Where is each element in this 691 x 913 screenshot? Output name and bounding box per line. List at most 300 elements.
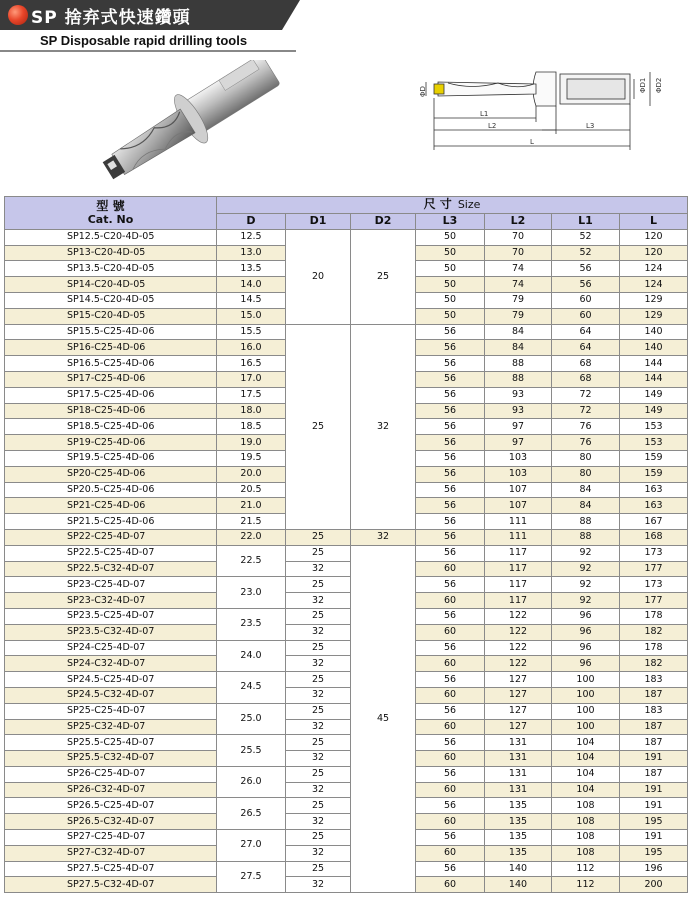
cell-cat: SP21-C25-4D-06: [5, 498, 217, 514]
header-size: 尺 寸 Size: [217, 197, 688, 214]
cell-cat: SP26.5-C32-4D-07: [5, 814, 217, 830]
cell-d: 27.0: [217, 830, 286, 862]
cell-l2: 107: [485, 482, 552, 498]
cell-l: 129: [620, 292, 688, 308]
cell-l1: 80: [552, 450, 620, 466]
cell-l3: 56: [416, 435, 485, 451]
cell-d1: 32: [286, 687, 351, 703]
cell-l1: 60: [552, 292, 620, 308]
cell-l1: 76: [552, 419, 620, 435]
cell-l: 163: [620, 498, 688, 514]
cell-l2: 93: [485, 403, 552, 419]
cell-cat: SP16.5-C25-4D-06: [5, 356, 217, 372]
cell-d: 21.0: [217, 498, 286, 514]
table-row: [5, 877, 688, 893]
cell-d1: 25: [286, 545, 351, 561]
cell-l: 196: [620, 861, 688, 877]
cell-l1: 100: [552, 703, 620, 719]
cell-cat: SP27-C32-4D-07: [5, 845, 217, 861]
cell-d: 19.0: [217, 435, 286, 451]
dim-label-D2: ΦD2: [655, 77, 663, 93]
title-underline: [0, 50, 296, 52]
cell-d: 21.5: [217, 514, 286, 530]
cell-l3: 60: [416, 624, 485, 640]
cell-l1: 104: [552, 766, 620, 782]
cell-l3: 56: [416, 672, 485, 688]
table-row: [5, 640, 688, 656]
cell-l: 178: [620, 608, 688, 624]
cell-d: 26.0: [217, 766, 286, 798]
cell-l3: 60: [416, 845, 485, 861]
cell-l2: 70: [485, 245, 552, 261]
cell-l2: 135: [485, 798, 552, 814]
cell-cat: SP13-C20-4D-05: [5, 245, 217, 261]
cell-l1: 88: [552, 514, 620, 530]
table-row: [5, 845, 688, 861]
cell-l1: 96: [552, 624, 620, 640]
cell-l2: 117: [485, 577, 552, 593]
cell-l: 129: [620, 308, 688, 324]
dim-label-L2: L2: [488, 122, 497, 130]
cell-d1: 25: [286, 703, 351, 719]
cell-l2: 131: [485, 735, 552, 751]
table-row: [5, 656, 688, 672]
cell-l1: 96: [552, 608, 620, 624]
cell-l1: 100: [552, 672, 620, 688]
cell-l2: 117: [485, 561, 552, 577]
cell-d1: 32: [286, 751, 351, 767]
cell-d: 24.0: [217, 640, 286, 672]
cell-cat: SP23.5-C25-4D-07: [5, 608, 217, 624]
cell-d: 15.0: [217, 308, 286, 324]
cell-d1: 25: [286, 861, 351, 877]
cell-d: 26.5: [217, 798, 286, 830]
dim-label-D1: ΦD1: [639, 77, 647, 93]
cell-l1: 92: [552, 593, 620, 609]
cell-l2: 135: [485, 845, 552, 861]
cell-l2: 131: [485, 782, 552, 798]
cell-l1: 52: [552, 229, 620, 245]
cell-cat: SP15-C20-4D-05: [5, 308, 217, 324]
cell-l1: 76: [552, 435, 620, 451]
cell-l1: 112: [552, 861, 620, 877]
cell-l2: 111: [485, 529, 552, 545]
cell-l3: 56: [416, 861, 485, 877]
cell-l3: 60: [416, 656, 485, 672]
cell-l3: 56: [416, 545, 485, 561]
dim-label-D: ΦD: [419, 86, 427, 97]
header-col-L2: L2: [485, 214, 552, 230]
cell-l3: 60: [416, 751, 485, 767]
cell-l3: 56: [416, 466, 485, 482]
cell-d1: 25: [286, 735, 351, 751]
cell-l3: 56: [416, 735, 485, 751]
cell-l1: 80: [552, 466, 620, 482]
table-row: [5, 561, 688, 577]
cell-l3: 50: [416, 261, 485, 277]
cell-l3: 60: [416, 814, 485, 830]
cell-l3: 60: [416, 561, 485, 577]
table-row: [5, 735, 688, 751]
cell-l2: 127: [485, 703, 552, 719]
cell-l1: 104: [552, 735, 620, 751]
cell-l: 187: [620, 766, 688, 782]
cell-d1: 32: [286, 656, 351, 672]
cell-d: 14.0: [217, 277, 286, 293]
cell-l3: 56: [416, 419, 485, 435]
cell-l1: 108: [552, 830, 620, 846]
cell-cat: SP22.5-C32-4D-07: [5, 561, 217, 577]
cell-cat: SP24-C32-4D-07: [5, 656, 217, 672]
cell-l1: 92: [552, 577, 620, 593]
cell-l1: 104: [552, 782, 620, 798]
cell-l: 168: [620, 529, 688, 545]
cell-cat: SP19.5-C25-4D-06: [5, 450, 217, 466]
table-row: [5, 672, 688, 688]
cell-l2: 97: [485, 435, 552, 451]
cell-l3: 56: [416, 703, 485, 719]
table-row: [5, 814, 688, 830]
header-col-L3: L3: [416, 214, 485, 230]
cell-l2: 135: [485, 830, 552, 846]
cell-l3: 56: [416, 340, 485, 356]
cell-l: 124: [620, 277, 688, 293]
cell-l2: 103: [485, 466, 552, 482]
cell-l: 159: [620, 466, 688, 482]
table-row: [5, 229, 688, 245]
cell-d: 17.0: [217, 371, 286, 387]
cell-l2: 122: [485, 624, 552, 640]
cell-l3: 56: [416, 529, 485, 545]
cell-l: 191: [620, 830, 688, 846]
cell-l: 183: [620, 703, 688, 719]
cell-cat: SP23-C32-4D-07: [5, 593, 217, 609]
table-row: [5, 766, 688, 782]
cell-l1: 56: [552, 261, 620, 277]
cell-l2: 122: [485, 640, 552, 656]
cell-l2: 127: [485, 719, 552, 735]
cell-cat: SP26-C25-4D-07: [5, 766, 217, 782]
cell-l: 173: [620, 577, 688, 593]
table-row: [5, 782, 688, 798]
cell-cat: SP14.5-C20-4D-05: [5, 292, 217, 308]
cell-l1: 64: [552, 324, 620, 340]
spec-table: [4, 196, 688, 893]
cell-l1: 84: [552, 498, 620, 514]
table-row: [5, 324, 688, 340]
cell-l2: 131: [485, 766, 552, 782]
cell-d1: 20: [286, 229, 351, 324]
cell-cat: SP15.5-C25-4D-06: [5, 324, 217, 340]
cell-l2: 122: [485, 656, 552, 672]
cell-l3: 56: [416, 577, 485, 593]
cell-d1: 25: [286, 608, 351, 624]
cell-l3: 60: [416, 719, 485, 735]
cell-l3: 56: [416, 324, 485, 340]
table-row: [5, 798, 688, 814]
spec-table-body: [5, 229, 688, 892]
cell-l: 182: [620, 656, 688, 672]
cell-l2: 107: [485, 498, 552, 514]
cell-cat: SP23-C25-4D-07: [5, 577, 217, 593]
cell-l2: 111: [485, 514, 552, 530]
cell-l3: 50: [416, 245, 485, 261]
header-col-D: D: [217, 214, 286, 230]
cell-l3: 56: [416, 482, 485, 498]
cell-l: 187: [620, 719, 688, 735]
cell-d1: 25: [286, 798, 351, 814]
cell-l2: 117: [485, 545, 552, 561]
cell-l1: 108: [552, 814, 620, 830]
cell-l1: 88: [552, 529, 620, 545]
cell-d2: 32: [351, 529, 416, 545]
table-row: [5, 545, 688, 561]
cell-cat: SP12.5-C20-4D-05: [5, 229, 217, 245]
cell-d1: 32: [286, 845, 351, 861]
cell-l2: 84: [485, 324, 552, 340]
cell-l1: 68: [552, 371, 620, 387]
cell-l3: 56: [416, 640, 485, 656]
cell-l1: 112: [552, 877, 620, 893]
cell-l: 191: [620, 782, 688, 798]
cell-d: 16.5: [217, 356, 286, 372]
cell-l: 178: [620, 640, 688, 656]
cell-d1: 32: [286, 782, 351, 798]
cell-l: 153: [620, 419, 688, 435]
cell-d: 22.5: [217, 545, 286, 577]
cell-l: 149: [620, 403, 688, 419]
dimension-drawing: [412, 60, 682, 155]
table-row: [5, 719, 688, 735]
cell-d: 27.5: [217, 861, 286, 893]
cell-l3: 56: [416, 371, 485, 387]
cell-l: 159: [620, 450, 688, 466]
cell-cat: SP24.5-C32-4D-07: [5, 687, 217, 703]
cell-l3: 56: [416, 498, 485, 514]
cell-d1: 25: [286, 672, 351, 688]
cell-d: 23.5: [217, 608, 286, 640]
cell-d: 23.0: [217, 577, 286, 609]
cell-l1: 92: [552, 545, 620, 561]
cell-cat: SP17.5-C25-4D-06: [5, 387, 217, 403]
cell-l: 120: [620, 229, 688, 245]
cell-l1: 108: [552, 798, 620, 814]
cell-l: 163: [620, 482, 688, 498]
cell-cat: SP25-C32-4D-07: [5, 719, 217, 735]
cell-d: 13.5: [217, 261, 286, 277]
cell-d: 16.0: [217, 340, 286, 356]
cell-l3: 56: [416, 766, 485, 782]
cell-cat: SP24.5-C25-4D-07: [5, 672, 217, 688]
cell-l: 167: [620, 514, 688, 530]
cell-l3: 60: [416, 593, 485, 609]
cell-l2: 140: [485, 877, 552, 893]
cell-l2: 84: [485, 340, 552, 356]
cell-l3: 50: [416, 292, 485, 308]
cell-l2: 70: [485, 229, 552, 245]
cell-l3: 56: [416, 608, 485, 624]
cell-l3: 56: [416, 830, 485, 846]
cell-cat: SP26-C32-4D-07: [5, 782, 217, 798]
cell-cat: SP16-C25-4D-06: [5, 340, 217, 356]
dim-label-L1: L1: [480, 110, 489, 118]
cell-l3: 56: [416, 403, 485, 419]
header-col-D1: D1: [286, 214, 351, 230]
table-row: [5, 624, 688, 640]
cell-l1: 72: [552, 403, 620, 419]
table-row: [5, 751, 688, 767]
cell-l2: 97: [485, 419, 552, 435]
cell-l2: 127: [485, 687, 552, 703]
cell-l2: 135: [485, 814, 552, 830]
cell-l2: 88: [485, 371, 552, 387]
cell-cat: SP21.5-C25-4D-06: [5, 514, 217, 530]
cell-l1: 60: [552, 308, 620, 324]
cell-d1: 32: [286, 719, 351, 735]
header-col-L1: L1: [552, 214, 620, 230]
cell-l2: 74: [485, 277, 552, 293]
table-row: [5, 608, 688, 624]
cell-cat: SP25-C25-4D-07: [5, 703, 217, 719]
cell-l3: 50: [416, 229, 485, 245]
cell-l: 144: [620, 356, 688, 372]
cell-cat: SP20-C25-4D-06: [5, 466, 217, 482]
cell-d1: 25: [286, 577, 351, 593]
cell-l: 187: [620, 687, 688, 703]
cell-l1: 84: [552, 482, 620, 498]
cell-l: 195: [620, 845, 688, 861]
table-row: [5, 529, 688, 545]
cell-l3: 50: [416, 308, 485, 324]
cell-d: 18.0: [217, 403, 286, 419]
cell-l2: 122: [485, 608, 552, 624]
cell-l1: 64: [552, 340, 620, 356]
cell-l1: 100: [552, 687, 620, 703]
cell-d1: 25: [286, 640, 351, 656]
cell-l: 183: [620, 672, 688, 688]
cell-cat: SP27.5-C25-4D-07: [5, 861, 217, 877]
cell-l1: 96: [552, 640, 620, 656]
cell-l1: 104: [552, 751, 620, 767]
cell-l3: 56: [416, 450, 485, 466]
table-row: [5, 593, 688, 609]
cell-cat: SP25.5-C32-4D-07: [5, 751, 217, 767]
cell-d: 14.5: [217, 292, 286, 308]
cell-l1: 68: [552, 356, 620, 372]
cell-cat: SP23.5-C32-4D-07: [5, 624, 217, 640]
cell-cat: SP13.5-C20-4D-05: [5, 261, 217, 277]
cell-l: 177: [620, 593, 688, 609]
table-row: [5, 830, 688, 846]
cell-l3: 60: [416, 687, 485, 703]
cell-l3: 56: [416, 798, 485, 814]
cell-l: 140: [620, 324, 688, 340]
cell-cat: SP25.5-C25-4D-07: [5, 735, 217, 751]
cell-l1: 92: [552, 561, 620, 577]
cell-l: 120: [620, 245, 688, 261]
cell-cat: SP18-C25-4D-06: [5, 403, 217, 419]
cell-cat: SP24-C25-4D-07: [5, 640, 217, 656]
cell-l2: 88: [485, 356, 552, 372]
cell-d: 18.5: [217, 419, 286, 435]
drill-tool-photo: [76, 60, 296, 185]
cell-l1: 108: [552, 845, 620, 861]
cell-l2: 117: [485, 593, 552, 609]
cell-l3: 50: [416, 277, 485, 293]
cell-d1: 32: [286, 877, 351, 893]
cell-d2: 32: [351, 324, 416, 529]
page-subtitle: SP Disposable rapid drilling tools: [40, 33, 248, 48]
cell-l3: 56: [416, 356, 485, 372]
cell-l1: 72: [552, 387, 620, 403]
cell-l2: 74: [485, 261, 552, 277]
cell-l1: 96: [552, 656, 620, 672]
cell-d2: 45: [351, 545, 416, 893]
cell-l2: 79: [485, 292, 552, 308]
cell-d: 17.5: [217, 387, 286, 403]
cell-l: 187: [620, 735, 688, 751]
dim-label-L: L: [530, 138, 534, 146]
cell-d: 24.5: [217, 672, 286, 704]
cell-d1: 32: [286, 814, 351, 830]
cell-l3: 60: [416, 782, 485, 798]
header-col-D2: D2: [351, 214, 416, 230]
cell-l: 149: [620, 387, 688, 403]
cell-l: 191: [620, 751, 688, 767]
cell-cat: SP14-C20-4D-05: [5, 277, 217, 293]
page-title: SP 捨弃式快速鑽頭: [31, 8, 191, 28]
cell-d1: 32: [286, 624, 351, 640]
cell-d1: 25: [286, 830, 351, 846]
cell-d: 12.5: [217, 229, 286, 245]
cell-l3: 60: [416, 877, 485, 893]
cell-l: 140: [620, 340, 688, 356]
header-col-L: L: [620, 214, 688, 230]
cell-cat: SP26.5-C25-4D-07: [5, 798, 217, 814]
cell-cat: SP27.5-C32-4D-07: [5, 877, 217, 893]
red-ball-icon: [8, 5, 28, 25]
cell-cat: SP20.5-C25-4D-06: [5, 482, 217, 498]
cell-d: 25.0: [217, 703, 286, 735]
cell-l1: 52: [552, 245, 620, 261]
cell-l1: 56: [552, 277, 620, 293]
cell-l3: 56: [416, 387, 485, 403]
cell-l: 153: [620, 435, 688, 451]
cell-d: 13.0: [217, 245, 286, 261]
cell-l: 191: [620, 798, 688, 814]
cell-cat: SP19-C25-4D-06: [5, 435, 217, 451]
cell-d1: 32: [286, 561, 351, 577]
cell-d: 19.5: [217, 450, 286, 466]
cell-l: 177: [620, 561, 688, 577]
table-row: [5, 687, 688, 703]
cell-d: 22.0: [217, 529, 286, 545]
cell-l: 182: [620, 624, 688, 640]
cell-d: 15.5: [217, 324, 286, 340]
cell-l2: 131: [485, 751, 552, 767]
dim-label-L3: L3: [586, 122, 595, 130]
cell-l: 124: [620, 261, 688, 277]
cell-l: 195: [620, 814, 688, 830]
cell-d1: 25: [286, 529, 351, 545]
cell-l2: 103: [485, 450, 552, 466]
cell-cat: SP22.5-C25-4D-07: [5, 545, 217, 561]
cell-cat: SP22-C25-4D-07: [5, 529, 217, 545]
cell-l3: 56: [416, 514, 485, 530]
table-row: [5, 577, 688, 593]
cell-d1: 25: [286, 324, 351, 529]
cell-d1: 32: [286, 593, 351, 609]
